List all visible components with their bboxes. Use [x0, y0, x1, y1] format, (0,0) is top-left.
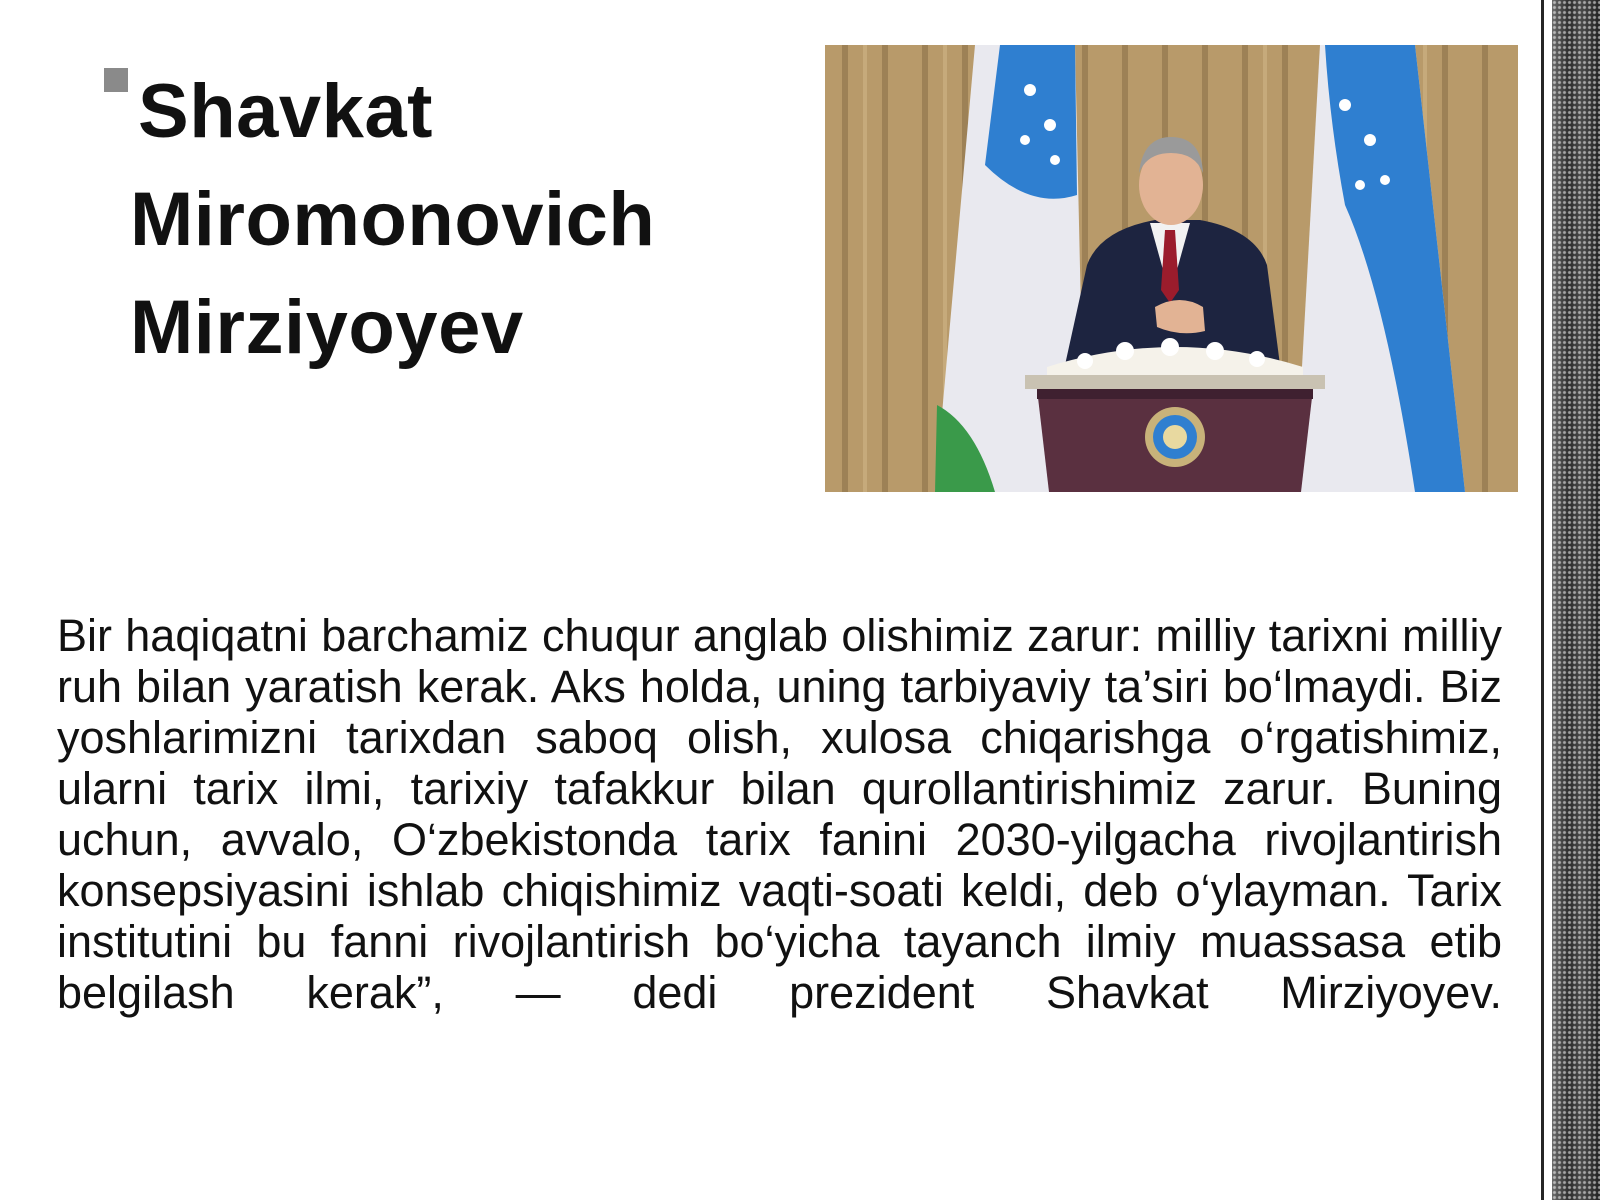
square-bullet-icon [104, 68, 128, 92]
photo-of-speaker-icon [825, 45, 1518, 492]
quote-paragraph: Bir haqiqatni barchamiz chuqur anglab olishimiz zarur: milliy tarixni milliy ruh bilan yaratish kerak. Aks holda, uning tarbiyaviy ta’siri bo‘lmaydi. Biz yoshlarimizni tarixdan saboq olish, xulosa chiqarishga o‘rgatishimiz, ularni tarix ilmi, tarixiy tafakkur bilan qurollantirishimiz zarur. Buning uchun, avvalo, O‘zbekistonda tarix fanini 2030-yilgacha rivojlantirish konsepsiyasini ishlab chiqishimiz vaqti-soati keldi, deb o‘ylayman. Tarix institutini bu fanni rivojlantirish bo‘yicha tayanch ilmiy muassasa etib belgilash kerak”, — dedi prezident Shavkat Mirziyoyev. [57, 610, 1502, 1018]
slide-title: Shavkat Miromonovich Mirziyoyev [130, 69, 656, 370]
decorative-border-icon [1552, 0, 1600, 1200]
edge-gap [1544, 0, 1552, 1200]
title-block [104, 58, 744, 382]
speaker-photo [825, 45, 1518, 492]
